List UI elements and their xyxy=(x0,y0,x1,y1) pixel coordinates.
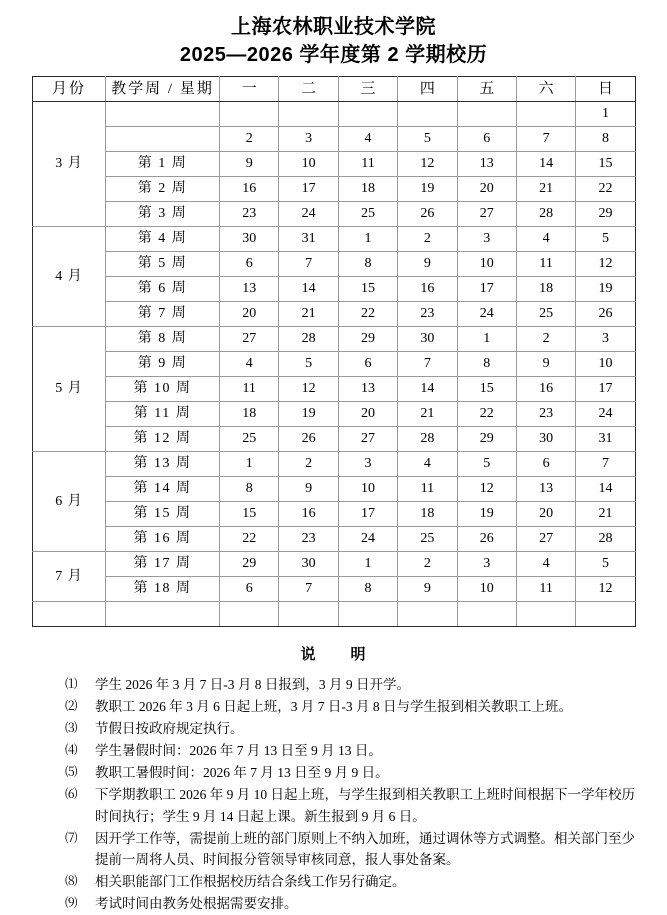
note-text: 因开学工作等，需提前上班的部门原则上不纳入加班，通过调休等方式调整。相关部门至少提前一周将人员、时间报分管领导审核同意，报人事处备案。 xyxy=(95,830,635,867)
header-day-sun: 日 xyxy=(576,77,635,102)
header-row xyxy=(33,77,636,102)
day-cell: 23 xyxy=(220,202,279,227)
day-cell: 25 xyxy=(338,202,397,227)
day-cell: 4 xyxy=(338,127,397,152)
day-cell: 15 xyxy=(338,277,397,302)
day-cell: 9 xyxy=(398,252,457,277)
teaching-week-label: 第 1 周 xyxy=(106,152,220,177)
day-cell xyxy=(457,602,516,627)
table-body xyxy=(33,102,636,627)
day-cell: 3 xyxy=(457,227,516,252)
note-text: 节假日按政府规定执行。 xyxy=(95,721,244,736)
day-cell: 12 xyxy=(279,377,338,402)
day-cell: 1 xyxy=(338,227,397,252)
day-cell xyxy=(398,602,457,627)
day-cell: 21 xyxy=(398,402,457,427)
day-cell: 14 xyxy=(398,377,457,402)
day-cell: 25 xyxy=(220,427,279,452)
day-cell: 17 xyxy=(457,277,516,302)
day-cell: 24 xyxy=(338,527,397,552)
day-cell: 26 xyxy=(279,427,338,452)
day-cell: 4 xyxy=(220,352,279,377)
teaching-week-label: 第 3 周 xyxy=(106,202,220,227)
table-header xyxy=(33,77,636,102)
academic-calendar-table xyxy=(32,76,636,627)
day-cell: 6 xyxy=(338,352,397,377)
day-cell xyxy=(398,102,457,127)
note-item xyxy=(65,696,635,718)
day-cell: 6 xyxy=(516,452,575,477)
teaching-week-label xyxy=(106,102,220,127)
day-cell: 20 xyxy=(338,402,397,427)
day-cell: 9 xyxy=(398,577,457,602)
teaching-week-label xyxy=(106,602,220,627)
teaching-week-label: 第 18 周 xyxy=(106,577,220,602)
day-cell: 5 xyxy=(398,127,457,152)
day-cell: 12 xyxy=(576,577,635,602)
teaching-week-label: 第 2 周 xyxy=(106,177,220,202)
teaching-week-label: 第 10 周 xyxy=(106,377,220,402)
day-cell: 8 xyxy=(457,352,516,377)
day-cell: 29 xyxy=(457,427,516,452)
day-cell xyxy=(279,102,338,127)
day-cell: 20 xyxy=(516,502,575,527)
day-cell: 19 xyxy=(457,502,516,527)
day-cell: 27 xyxy=(338,427,397,452)
day-cell: 29 xyxy=(338,327,397,352)
day-cell: 26 xyxy=(576,302,635,327)
note-marker: ⑷ xyxy=(65,743,78,757)
note-marker: ⑺ xyxy=(65,830,78,845)
day-cell: 2 xyxy=(398,227,457,252)
teaching-week-label: 第 8 周 xyxy=(106,327,220,352)
day-cell: 11 xyxy=(516,252,575,277)
day-cell xyxy=(338,102,397,127)
day-cell: 6 xyxy=(457,127,516,152)
day-cell: 22 xyxy=(457,402,516,427)
day-cell: 11 xyxy=(338,152,397,177)
day-cell: 4 xyxy=(516,227,575,252)
day-cell: 2 xyxy=(279,452,338,477)
day-cell: 13 xyxy=(338,377,397,402)
day-cell: 29 xyxy=(576,202,635,227)
day-cell: 7 xyxy=(576,452,635,477)
day-cell: 8 xyxy=(338,252,397,277)
day-cell: 1 xyxy=(576,102,635,127)
day-cell: 7 xyxy=(279,577,338,602)
table-row xyxy=(33,427,636,452)
teaching-week-label: 第 12 周 xyxy=(106,427,220,452)
table-row xyxy=(33,177,636,202)
day-cell: 27 xyxy=(457,202,516,227)
table-row-empty xyxy=(33,602,636,627)
day-cell: 28 xyxy=(279,327,338,352)
day-cell: 24 xyxy=(279,202,338,227)
day-cell: 31 xyxy=(576,427,635,452)
table-row xyxy=(33,227,636,252)
day-cell: 28 xyxy=(398,427,457,452)
table-row xyxy=(33,527,636,552)
day-cell: 23 xyxy=(398,302,457,327)
day-cell xyxy=(576,602,635,627)
header-day-thu: 四 xyxy=(398,77,457,102)
header-day-sat: 六 xyxy=(516,77,575,102)
note-item xyxy=(65,762,635,784)
day-cell: 21 xyxy=(279,302,338,327)
note-marker: ⑹ xyxy=(65,787,78,801)
note-marker: ⑴ xyxy=(65,677,78,691)
note-item xyxy=(65,784,635,827)
table-row xyxy=(33,552,636,577)
table-row xyxy=(33,152,636,177)
note-marker: ⑼ xyxy=(65,896,78,910)
day-cell: 9 xyxy=(516,352,575,377)
day-cell: 9 xyxy=(279,477,338,502)
day-cell: 28 xyxy=(576,527,635,552)
day-cell: 9 xyxy=(220,152,279,177)
note-text: 学生暑假时间：2026 年 7 月 13 日至 9 月 13 日。 xyxy=(95,743,382,758)
day-cell: 20 xyxy=(457,177,516,202)
teaching-week-label: 第 9 周 xyxy=(106,352,220,377)
month-label xyxy=(33,602,106,627)
day-cell: 2 xyxy=(516,327,575,352)
day-cell: 18 xyxy=(516,277,575,302)
header-week: 教学周 / 星期 xyxy=(106,77,220,102)
day-cell: 17 xyxy=(279,177,338,202)
day-cell: 27 xyxy=(220,327,279,352)
day-cell: 30 xyxy=(516,427,575,452)
day-cell xyxy=(220,102,279,127)
teaching-week-label: 第 14 周 xyxy=(106,477,220,502)
day-cell: 18 xyxy=(338,177,397,202)
day-cell: 10 xyxy=(279,152,338,177)
teaching-week-label: 第 4 周 xyxy=(106,227,220,252)
teaching-week-label: 第 6 周 xyxy=(106,277,220,302)
day-cell: 18 xyxy=(220,402,279,427)
notes-section xyxy=(32,643,635,915)
day-cell xyxy=(220,602,279,627)
table-row xyxy=(33,127,636,152)
teaching-week-label: 第 5 周 xyxy=(106,252,220,277)
note-marker: ⑶ xyxy=(65,721,78,735)
day-cell: 6 xyxy=(220,252,279,277)
note-item xyxy=(65,674,635,696)
day-cell: 12 xyxy=(576,252,635,277)
teaching-week-label: 第 15 周 xyxy=(106,502,220,527)
day-cell: 25 xyxy=(516,302,575,327)
table-row xyxy=(33,252,636,277)
header-day-fri: 五 xyxy=(457,77,516,102)
header-day-mon: 一 xyxy=(220,77,279,102)
day-cell: 23 xyxy=(279,527,338,552)
day-cell: 10 xyxy=(576,352,635,377)
day-cell: 19 xyxy=(279,402,338,427)
table-row xyxy=(33,402,636,427)
note-item xyxy=(65,718,635,740)
day-cell: 12 xyxy=(398,152,457,177)
day-cell: 5 xyxy=(279,352,338,377)
day-cell: 10 xyxy=(457,252,516,277)
notes-heading-left: 说 xyxy=(300,646,317,663)
month-label: 5 月 xyxy=(33,327,106,452)
table-row xyxy=(33,452,636,477)
day-cell: 5 xyxy=(576,227,635,252)
table-row xyxy=(33,302,636,327)
day-cell xyxy=(516,102,575,127)
institution-name: 上海农林职业技术学院 xyxy=(231,16,436,38)
day-cell: 22 xyxy=(220,527,279,552)
page-title xyxy=(0,0,667,70)
day-cell: 15 xyxy=(576,152,635,177)
note-marker: ⑸ xyxy=(65,765,78,779)
table-row xyxy=(33,327,636,352)
note-item xyxy=(65,893,635,915)
notes-list xyxy=(32,674,635,915)
day-cell: 31 xyxy=(279,227,338,252)
month-label: 7 月 xyxy=(33,552,106,602)
day-cell: 5 xyxy=(457,452,516,477)
day-cell: 30 xyxy=(279,552,338,577)
table-row xyxy=(33,502,636,527)
table-row xyxy=(33,477,636,502)
note-marker: ⑵ xyxy=(65,699,78,713)
day-cell: 13 xyxy=(516,477,575,502)
day-cell: 16 xyxy=(220,177,279,202)
header-month: 月份 xyxy=(33,77,106,102)
day-cell xyxy=(279,602,338,627)
day-cell: 10 xyxy=(338,477,397,502)
table-row xyxy=(33,577,636,602)
day-cell: 3 xyxy=(576,327,635,352)
day-cell: 6 xyxy=(220,577,279,602)
month-label: 6 月 xyxy=(33,452,106,552)
day-cell: 19 xyxy=(576,277,635,302)
table-row xyxy=(33,202,636,227)
day-cell: 5 xyxy=(576,552,635,577)
day-cell: 2 xyxy=(398,552,457,577)
day-cell: 22 xyxy=(338,302,397,327)
day-cell: 14 xyxy=(279,277,338,302)
day-cell: 16 xyxy=(398,277,457,302)
table-row xyxy=(33,277,636,302)
day-cell: 8 xyxy=(576,127,635,152)
day-cell: 19 xyxy=(398,177,457,202)
header-day-wed: 三 xyxy=(338,77,397,102)
day-cell: 21 xyxy=(516,177,575,202)
academic-calendar-table-wrap xyxy=(32,76,635,627)
day-cell: 2 xyxy=(220,127,279,152)
note-text: 下学期教职工 2026 年 9 月 10 日起上班，与学生报到相关教职工上班时间根据下一学年校历时间执行；学生 9 月 14 日起上课。新生报到 9 月 6 日。 xyxy=(95,787,635,824)
day-cell: 14 xyxy=(576,477,635,502)
day-cell: 27 xyxy=(516,527,575,552)
day-cell: 26 xyxy=(457,527,516,552)
notes-heading xyxy=(32,643,635,664)
month-label: 3 月 xyxy=(33,102,106,227)
day-cell: 11 xyxy=(220,377,279,402)
day-cell: 24 xyxy=(457,302,516,327)
day-cell xyxy=(457,102,516,127)
teaching-week-label: 第 7 周 xyxy=(106,302,220,327)
teaching-week-label: 第 17 周 xyxy=(106,552,220,577)
day-cell: 3 xyxy=(279,127,338,152)
note-marker: ⑻ xyxy=(65,874,78,888)
note-text: 相关职能部门工作根据校历结合条线工作另行确定。 xyxy=(95,874,406,889)
day-cell: 1 xyxy=(220,452,279,477)
day-cell: 8 xyxy=(338,577,397,602)
day-cell: 10 xyxy=(457,577,516,602)
day-cell: 25 xyxy=(398,527,457,552)
day-cell: 13 xyxy=(220,277,279,302)
day-cell: 17 xyxy=(338,502,397,527)
day-cell: 13 xyxy=(457,152,516,177)
day-cell: 24 xyxy=(576,402,635,427)
day-cell: 21 xyxy=(576,502,635,527)
day-cell: 11 xyxy=(398,477,457,502)
day-cell: 7 xyxy=(516,127,575,152)
day-cell: 17 xyxy=(576,377,635,402)
day-cell: 29 xyxy=(220,552,279,577)
header-day-tue: 二 xyxy=(279,77,338,102)
day-cell: 30 xyxy=(398,327,457,352)
day-cell xyxy=(338,602,397,627)
notes-heading-right: 明 xyxy=(350,646,367,663)
day-cell: 3 xyxy=(338,452,397,477)
table-row xyxy=(33,352,636,377)
note-text: 教职工暑假时间：2026 年 7 月 13 日至 9 月 9 日。 xyxy=(95,765,389,780)
day-cell: 16 xyxy=(279,502,338,527)
day-cell: 11 xyxy=(516,577,575,602)
day-cell: 23 xyxy=(516,402,575,427)
note-item xyxy=(65,740,635,762)
note-item xyxy=(65,871,635,893)
day-cell: 14 xyxy=(516,152,575,177)
day-cell: 1 xyxy=(457,327,516,352)
day-cell: 30 xyxy=(220,227,279,252)
day-cell: 26 xyxy=(398,202,457,227)
day-cell: 15 xyxy=(457,377,516,402)
day-cell: 16 xyxy=(516,377,575,402)
day-cell: 4 xyxy=(516,552,575,577)
teaching-week-label: 第 11 周 xyxy=(106,402,220,427)
day-cell: 7 xyxy=(279,252,338,277)
day-cell: 22 xyxy=(576,177,635,202)
day-cell: 18 xyxy=(398,502,457,527)
day-cell: 3 xyxy=(457,552,516,577)
day-cell: 1 xyxy=(338,552,397,577)
teaching-week-label: 第 16 周 xyxy=(106,527,220,552)
day-cell: 28 xyxy=(516,202,575,227)
month-label: 4 月 xyxy=(33,227,106,327)
note-item xyxy=(65,828,635,871)
teaching-week-label: 第 13 周 xyxy=(106,452,220,477)
day-cell: 20 xyxy=(220,302,279,327)
note-text: 教职工 2026 年 3 月 6 日起上班，3 月 7 日-3 月 8 日与学生报到相关教职工上班。 xyxy=(95,699,572,714)
note-text: 学生 2026 年 3 月 7 日-3 月 8 日报到，3 月 9 日开学。 xyxy=(95,677,410,692)
table-row xyxy=(33,102,636,127)
note-text: 考试时间由教务处根据需要安排。 xyxy=(95,896,298,911)
day-cell: 4 xyxy=(398,452,457,477)
table-row xyxy=(33,377,636,402)
calendar-subtitle: 2025—2026 学年度第 2 学期校历 xyxy=(179,44,488,66)
day-cell xyxy=(516,602,575,627)
day-cell: 8 xyxy=(220,477,279,502)
day-cell: 7 xyxy=(398,352,457,377)
teaching-week-label xyxy=(106,127,220,152)
day-cell: 12 xyxy=(457,477,516,502)
day-cell: 15 xyxy=(220,502,279,527)
